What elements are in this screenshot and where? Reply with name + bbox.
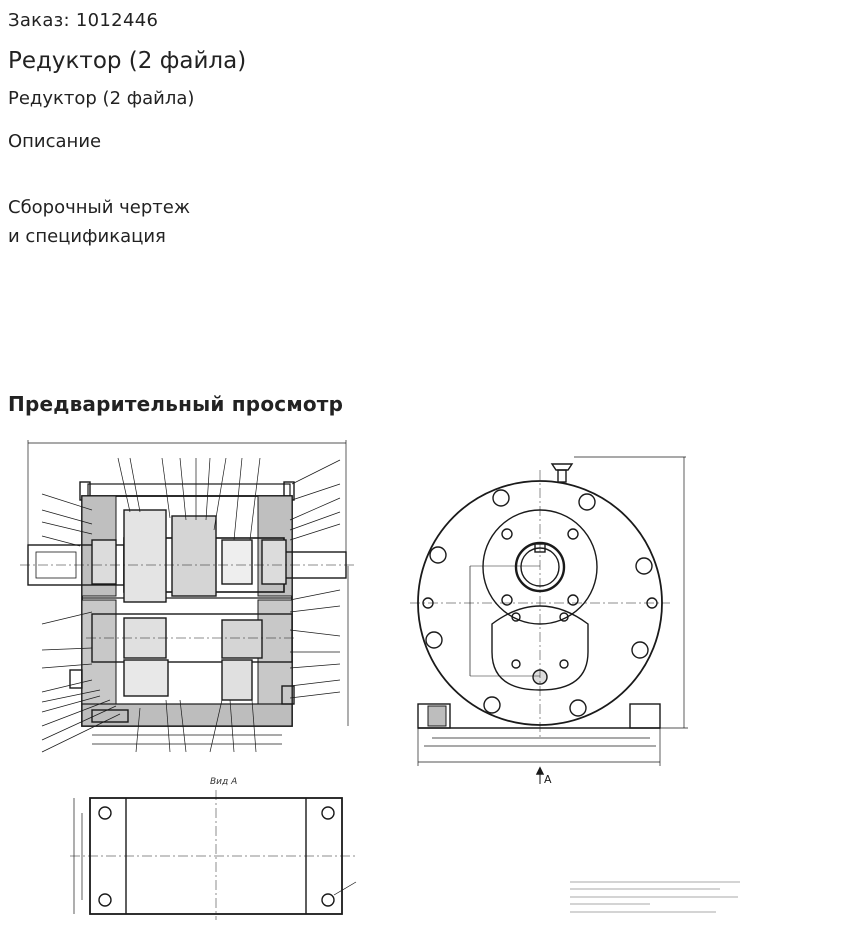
description-line: и спецификация xyxy=(8,226,166,247)
preview-heading: Предварительный просмотр xyxy=(8,392,344,416)
view-a-label: Вид А xyxy=(210,777,238,787)
product-subtitle: Редуктор (2 файла) xyxy=(8,88,195,109)
description-line: Сборочный чертеж xyxy=(8,197,191,218)
product-title: Редуктор (2 файла) xyxy=(8,48,247,74)
base-view xyxy=(70,790,356,920)
section-view xyxy=(20,440,354,752)
preview-drawing[interactable] xyxy=(0,430,847,949)
description-text xyxy=(8,193,190,251)
description-heading: Описание xyxy=(8,131,102,152)
arrow-a-label: А xyxy=(544,773,552,786)
technical-notes xyxy=(570,882,740,912)
order-number: Заказ: 1012446 xyxy=(8,10,159,31)
front-view xyxy=(410,457,688,784)
